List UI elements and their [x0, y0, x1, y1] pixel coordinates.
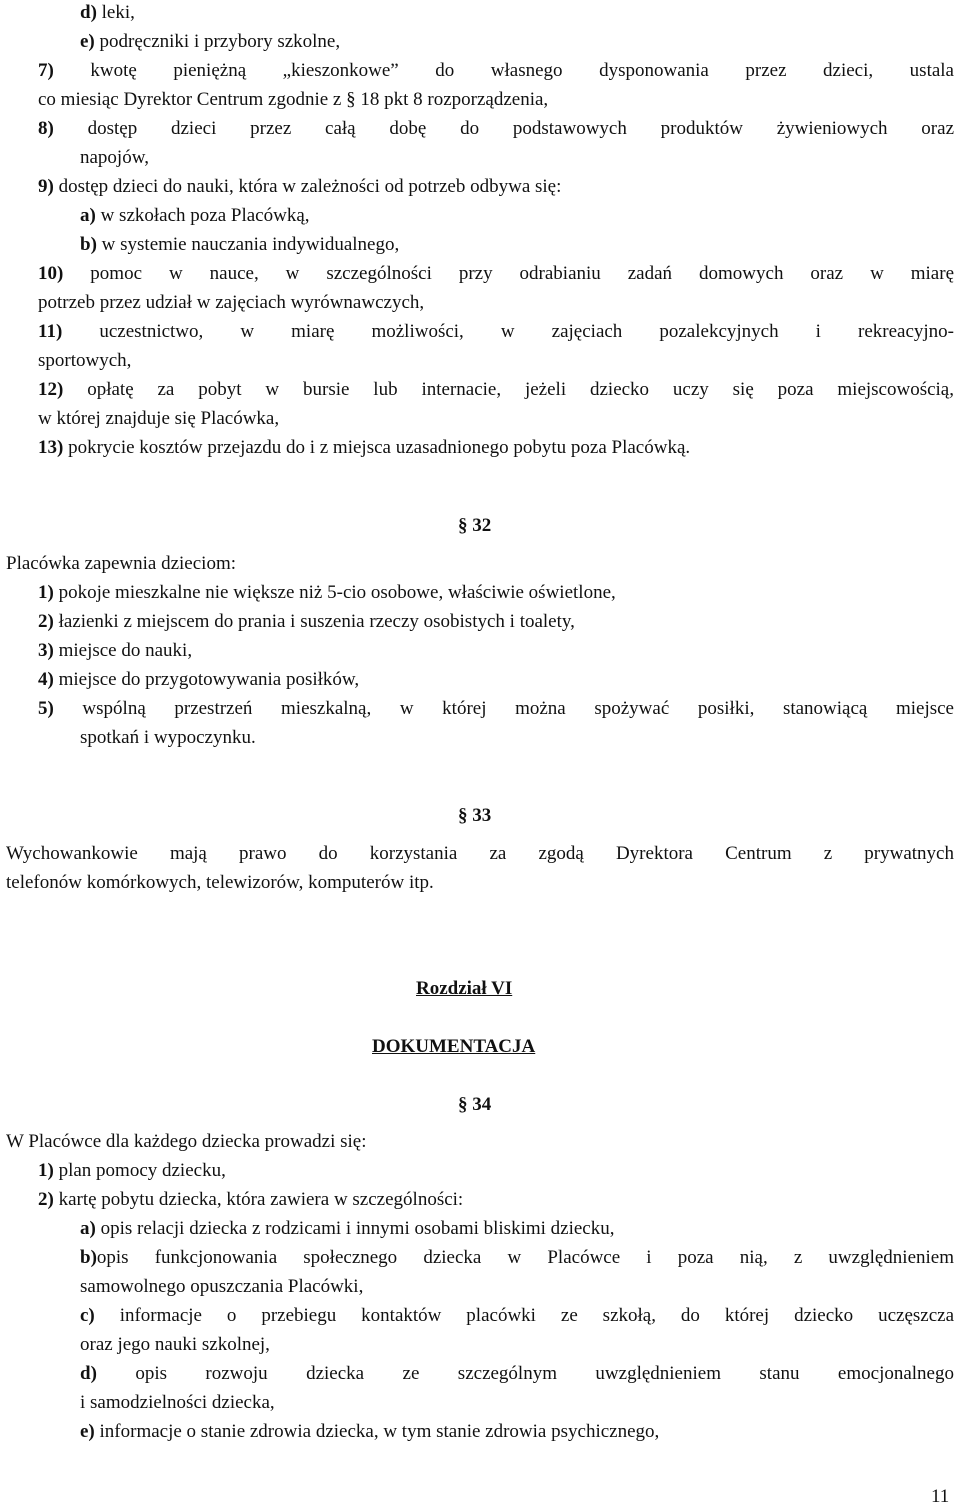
- list-item-9a: a) w szkołach poza Placówką,: [80, 205, 310, 226]
- section-32-item-5-cont: spotkań i wypoczynku.: [80, 727, 256, 748]
- list-item-7-cont: co miesiąc Dyrektor Centrum zgodnie z § 18 pkt 8 rozporządzenia,: [38, 89, 549, 110]
- chapter-subtitle: DOKUMENTACJA: [372, 1036, 536, 1057]
- page-number: 11: [931, 1486, 950, 1507]
- section-34-item-1: 1) plan pomocy dziecku,: [38, 1160, 226, 1181]
- list-item-12-cont: w której znajduje się Placówka,: [38, 408, 280, 429]
- section-32-item-4: 4) miejsce do przygotowywania posiłków,: [38, 669, 360, 690]
- list-item-10-cont: potrzeb przez udział w zajęciach wyrównawczych,: [38, 292, 425, 313]
- section-34-intro: W Placówce dla każdego dziecka prowadzi się:: [6, 1131, 367, 1152]
- section-34-item-2c-cont: oraz jego nauki szkolnej,: [80, 1334, 270, 1355]
- section-32-item-3: 3) miejsce do nauki,: [38, 640, 193, 661]
- section-34-item-2e: e) informacje o stanie zdrowia dziecka, w tym stanie zdrowia psychicznego,: [80, 1421, 660, 1442]
- section-34-item-2c: c) informacje o przebiegu kontaktów placówki ze szkołą, do której dziecko uczęszcza: [80, 1305, 954, 1326]
- section-34-item-2b: b)opis funkcjonowania społecznego dziecka w Placówce i poza nią, z uwzględnieniem: [80, 1247, 954, 1268]
- section-34-item-2b-cont: samowolnego opuszczania Placówki,: [80, 1276, 364, 1297]
- section-33-line-2: telefonów komórkowych, telewizorów, komputerów itp.: [6, 872, 434, 893]
- list-item-11-cont: sportowych,: [38, 350, 132, 371]
- section-32-intro: Placówka zapewnia dzieciom:: [6, 553, 237, 574]
- section-32-item-1: 1) pokoje mieszkalne nie większe niż 5-cio osobowe, właściwie oświetlone,: [38, 582, 616, 603]
- section-heading-34: § 34: [458, 1094, 492, 1115]
- list-item-13: 13) pokrycie kosztów przejazdu do i z miejsca uzasadnionego pobytu poza Placówką.: [38, 437, 691, 458]
- section-32-item-2: 2) łazienki z miejscem do prania i suszenia rzeczy osobistych i toalety,: [38, 611, 575, 632]
- section-34-item-2: 2) kartę pobytu dziecka, która zawiera w szczególności:: [38, 1189, 464, 1210]
- chapter-title: Rozdział VI: [416, 978, 513, 999]
- list-item-10: 10) pomoc w nauce, w szczególności przy odrabianiu zadań domowych oraz w miarę: [38, 263, 954, 284]
- list-item-12: 12) opłatę za pobyt w bursie lub internacie, jeżeli dziecko uczy się poza miejscowością,: [38, 379, 954, 400]
- section-heading-32: § 32: [458, 515, 492, 536]
- list-item-7: 7) kwotę pieniężną „kieszonkowe” do własnego dysponowania przez dzieci, ustala: [38, 60, 954, 81]
- section-heading-33: § 33: [458, 805, 492, 826]
- section-33-line-1: Wychowankowie mają prawo do korzystania za zgodą Dyrektora Centrum z prywatnych: [6, 843, 954, 864]
- list-item-e-podreczniki: e) podręczniki i przybory szkolne,: [80, 31, 341, 52]
- list-item-d-leki: d) leki,: [80, 2, 135, 23]
- section-34-item-2d-cont: i samodzielności dziecka,: [80, 1392, 275, 1413]
- list-item-11: 11) uczestnictwo, w miarę możliwości, w zajęciach pozalekcyjnych i rekreacyjno-: [38, 321, 954, 342]
- list-item-8-cont: napojów,: [80, 147, 149, 168]
- list-item-9b: b) w systemie nauczania indywidualnego,: [80, 234, 400, 255]
- section-32-item-5: 5) wspólną przestrzeń mieszkalną, w której można spożywać posiłki, stanowiącą miejsce: [38, 698, 954, 719]
- section-34-item-2d: d) opis rozwoju dziecka ze szczególnym uwzględnieniem stanu emocjonalnego: [80, 1363, 954, 1384]
- list-item-9: 9) dostęp dzieci do nauki, która w zależności od potrzeb odbywa się:: [38, 176, 562, 197]
- section-34-item-2a: a) opis relacji dziecka z rodzicami i innymi osobami bliskimi dziecku,: [80, 1218, 615, 1239]
- list-item-8: 8) dostęp dzieci przez całą dobę do podstawowych produktów żywieniowych oraz: [38, 118, 954, 139]
